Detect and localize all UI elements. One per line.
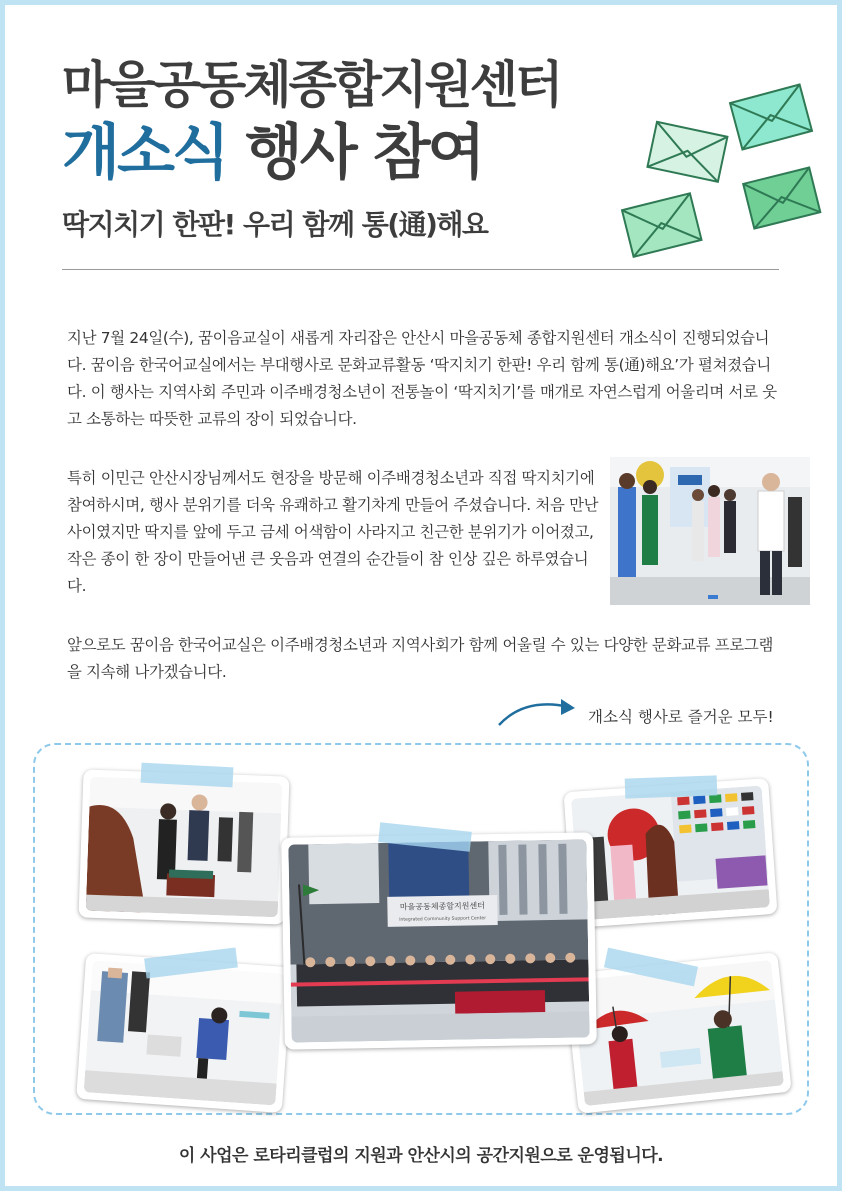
curved-arrow-icon (495, 695, 585, 729)
ddakji-envelope-icon (643, 119, 733, 189)
ddakji-envelope-icon (617, 189, 707, 263)
divider (62, 269, 779, 270)
title-accent-word: 개소식 (62, 118, 227, 188)
gallery-photo-ribbon-cutting (281, 832, 597, 1049)
funding-note: 이 사업은 로타리클럽의 지원과 안산시의 공간지원으로 운영됩니다. (178, 1146, 664, 1166)
photo-tape (625, 775, 718, 798)
title-rest: 행사 참여 (226, 118, 483, 188)
body-paragraph-1: 지난 7월 24일(수), 꿈이음교실이 새롭게 자리잡은 안산시 마을공동체 종합지원센터 개소식이 진행되었습니다. 꿈이음 한국어교실에서는 부대행사로 문화교류활동 ‘딱지치기 한판! 우리 함께 통(通)해요’가 펼쳐졌습니다. 이 행사는 지역사회 주민과 이주배경청소년이 전통놀이 ‘딱지치기’를 매개로 자연스럽게 어울리며 서로 웃고 소통하는 따뜻한 교류의 장이 되었습니다. (67, 329, 777, 428)
gallery-photo-cultural-costumes (564, 778, 778, 928)
gallery-photo-boy-playing (76, 953, 292, 1113)
gallery-caption: 개소식 행사로 즐거운 모두! (588, 708, 774, 726)
ddakji-envelope-icon (725, 77, 817, 157)
building-sign-en-text: Integrated Community Support Center (399, 916, 487, 923)
title-line-2 (62, 105, 483, 191)
ddakji-envelope-icon (740, 163, 824, 235)
body-paragraph-3: 앞으로도 꿈이음 한국어교실은 이주배경청소년과 지역사회가 함께 어울릴 수 있는 다양한 문화교류 프로그램을 지속해 나가겠습니다. (67, 636, 774, 681)
title-line-1: 마을공동체종합지원센터 (62, 56, 561, 114)
mayor-ddakji-photo (610, 457, 810, 605)
poster-page (5, 5, 837, 1186)
building-sign-text: 마을공동체종합지원센터 (399, 901, 485, 912)
gallery-photo-ddakji-play (78, 769, 289, 924)
body-paragraph-2: 특히 이민근 안산시장님께서도 현장을 방문해 이주배경청소년과 직접 딱지치기에 참여하시며, 행사 분위기를 더욱 유쾌하고 활기차게 만들어 주셨습니다. 처음 만난 사이였지만 딱지를 앞에 두고 금세 어색함이 사라지고 친근한 분위기가 이어졌고, 작은 종이 한 장이 만들어낸 큰 웃음과 연결의 순간들이 참 인상 깊은 하루였습니다. (67, 469, 599, 595)
subtitle: 딱지치기 한판! 우리 함께 통(通)해요 (62, 208, 488, 241)
